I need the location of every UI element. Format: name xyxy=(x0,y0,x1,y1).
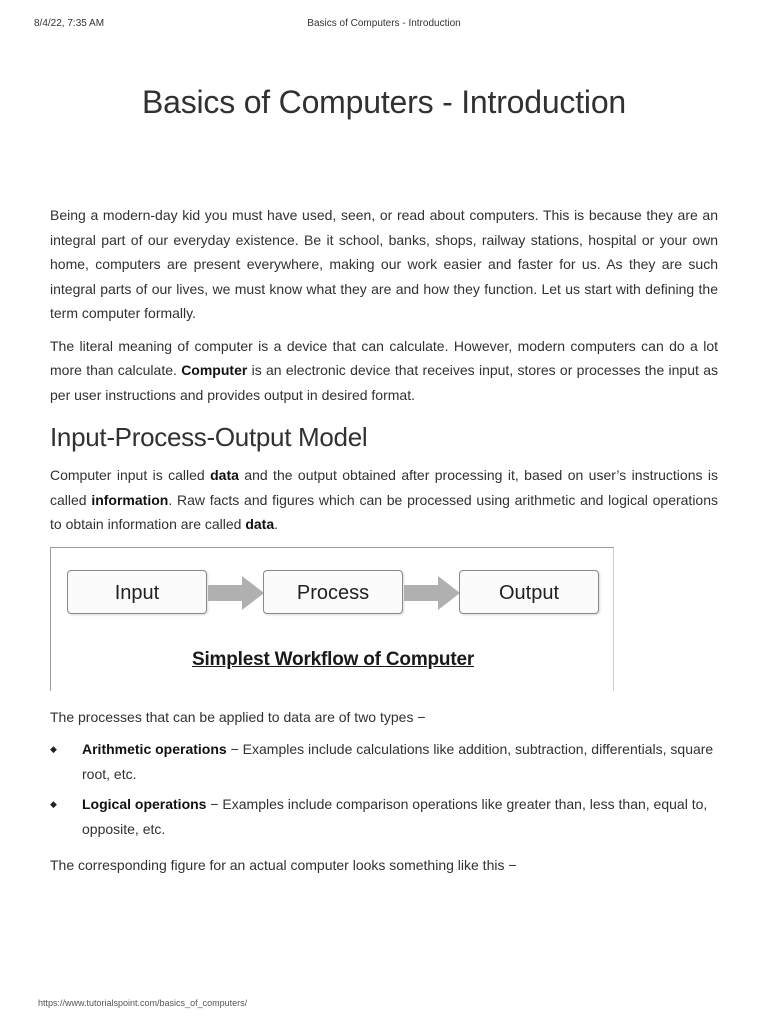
processes-paragraph: The processes that can be applied to data are of two types − xyxy=(50,708,426,725)
figure-box-process: Process xyxy=(263,570,403,614)
print-header xyxy=(0,18,768,32)
definition-text-2: is an electronic device that receives input, stores or processes the input as per user instructions and provides output in desired format. xyxy=(50,362,718,403)
workflow-figure xyxy=(50,547,614,691)
ipo-term-data: data xyxy=(210,467,239,483)
operation-name: Logical operations xyxy=(82,796,207,812)
print-page-title: Basics of Computers - Introduction xyxy=(307,18,461,29)
ipo-text-3: . Raw facts and figures which can be processed using arithmetic and logical operations to obtain information are called xyxy=(50,491,719,532)
print-footer-url[interactable]: https://www.tutorialspoint.com/basics_of_computers/ xyxy=(38,998,248,1008)
figure-box-output: Output xyxy=(459,570,599,614)
section-heading: Input-Process-Output Model xyxy=(50,422,368,452)
bullet-icon: ◆ xyxy=(50,744,57,754)
figure-box-input: Input xyxy=(67,570,207,614)
list-item xyxy=(50,792,718,841)
operations-list xyxy=(50,737,718,841)
article-body xyxy=(50,203,718,878)
arrow-right-icon xyxy=(208,576,264,610)
ipo-text-1: Computer input is called xyxy=(50,467,211,483)
ipo-term-information: information xyxy=(91,491,169,508)
operation-description: − Examples include comparison operations like greater than, less than, equal to, opposite, etc. xyxy=(82,796,708,837)
corresponding-paragraph: The corresponding figure for an actual computer looks something like this − xyxy=(50,857,517,873)
definition-paragraph xyxy=(50,334,718,408)
intro-paragraph: Being a modern-day kid you must have used, seen, or read about computers. This is because they are an integral part of our everyday existence. Be it school, banks, shops, railway stations, hospital or your own home, computers are present everywhere, making our work easier and faster for us. As they are such integral parts of our lives, we must know what they are and how they function. Let us start with defining the term computer formally. xyxy=(50,207,718,321)
figure-caption: Simplest Workflow of Computer xyxy=(191,648,475,670)
ipo-term-data-2: data xyxy=(245,516,275,532)
bullet-icon: ◆ xyxy=(50,799,57,809)
list-item xyxy=(50,737,718,786)
definition-term: Computer xyxy=(181,362,248,378)
ipo-text-2: and the output obtained after processing it, based on user’s instructions is called xyxy=(50,467,718,508)
operation-description: − Examples include calculations like addition, subtraction, differentials, square root, etc. xyxy=(82,741,714,782)
ipo-paragraph xyxy=(50,463,718,537)
ipo-text-4: . xyxy=(274,516,279,532)
definition-text-1: The literal meaning of computer is a device that can calculate. However, modern computers can do a lot more than calculate. xyxy=(50,337,718,378)
page-title: Basics of Computers - Introduction xyxy=(141,84,627,120)
operation-name: Arithmetic operations xyxy=(82,741,227,757)
print-datetime: 8/4/22, 7:35 AM xyxy=(34,18,105,29)
arrow-right-icon xyxy=(404,576,460,610)
